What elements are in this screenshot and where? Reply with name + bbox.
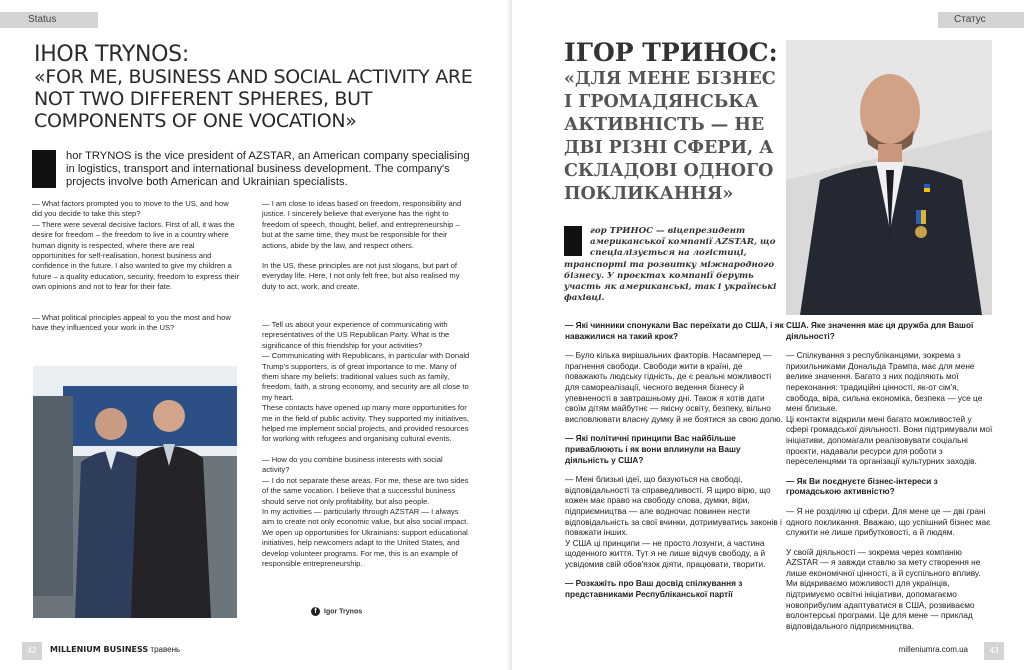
title-quote: «ДЛЯ МЕНЕ БІЗНЕС І ГРОМАДЯНСЬКА АКТИВНІСТЬ — НЕ ДВІ РІЗНІ СФЕРИ, А СКЛАДОВІ ОДНОГО ПОКЛИКАННЯ» [564,69,776,204]
question: США. Яке значення має ця дружба для Вашої діяльності? [786,320,974,341]
title-name: ІГОР ТРИНОС: [564,38,778,67]
answer: — Communicating with Republicans, in particular with Donald Trump's supporters, is of great importance to me. Many of them share my beliefs: traditional values such as family, freedom, faith, a strong economy, and security are all close to my heart. [262,351,470,402]
intro-text: гор ТРИНОС — віцепрезидент американської компанії AZSTAR, що спеціалізується на логістиці, транспорті та розвитку міжнародного бізнесу. У проєктах компанії беруть участь як американські, так і українські фахівці. [564,226,777,304]
answer: У США ці принципи — не просто лозунги, а частина щоденного життя. Тут я не лише відчув свободу, а й усвідомив свій обов'язок діяти, працювати, творити. [565,537,766,569]
right-page [512,0,1024,670]
section-tag: Статус [938,12,1024,28]
title-quote: «FOR ME, BUSINESS AND SOCIAL ACTIVITY ARE NOT TWO DIFFERENT SPHERES, BUT COMPONENTS OF ONE VOCATION» [34,66,473,132]
text-column-2-lower [262,320,470,569]
article-title-ua [564,38,779,206]
question: — Які чинники спонукали Вас переїхати до США, і як наважилися на такий крок? [565,320,784,341]
article-intro [564,226,782,304]
question: — Tell us about your experience of communicating with representatives of the US Republican Party. What is the significance of this friendship for your activities? [262,320,450,350]
website-url: milleniumra.com.ua [898,645,968,654]
signature [311,607,362,616]
section-tag: Status [0,12,98,28]
answer: These contacts have opened up many more opportunities for me in the field of public activity. They supported my initiatives, helped me implement social projects, and provided resources for working with refugees and organising cultural events. [262,403,469,444]
facebook-icon: f [311,607,320,616]
article-title-en [34,44,474,132]
page-number: 42 [22,642,42,660]
question: — Які політичні принципи Вас найбільше приваблюють і як вони вплинули на Вашу діяльність у США? [565,433,741,465]
title-name: IHOR TRYNOS: [34,42,189,67]
answer: — Спілкування з республіканцями, зокрема з прихильниками Дональда Трампа, має для мене велике значення. Багато з них поділяють мої переконання: традиційні цінності, як-от сім'я, свобода, віра, сильна економіка, безпека — усе це мені близьке. [786,350,983,414]
portrait-photo [786,40,992,315]
page-number: 43 [984,642,1004,660]
event-photo [33,366,237,618]
magazine-brand: MILLENIUM BUSINESS травень [50,645,181,654]
question: — How do you combine business interests with social activity? [262,454,443,475]
answer: — Було кілька вирішальних факторів. Насамперед — прагнення свободи. Свободи жити в країні, де поважають людську гідність, де є реальні можливості для самореалізації, чесного ведення бізнесу й упевненості в завтрашньому дні. Також я хотів дати своїм дітям майбутнє — якісну освіту, безпеку, вільно висловлювати власну думку й не боятися за свою долю. [565,350,783,424]
text-column-1 [32,199,240,333]
article-intro [32,150,472,189]
answer: In my activities — particularly through AZSTAR — I always aim to create not only economic value, but also social impact. We open up opportunities for Ukrainians: support educational initiatives, help newcomers adapt to the United States, and develop volunteer programs. For me, this is an example of responsible entrepreneurship. [262,506,469,568]
text-column-2 [262,199,470,292]
answer: У своїй діяльності — зокрема через компанію AZSTAR — я завжди ставлю за мету створення не лише економічної цінності, а й суспільного впливу. Ми відкриваємо можливості для українців, підтримуємо освітні ініціативи, допомагаємо новоприбулим адаптуватися в США, розвиваємо волонтерські програми. Це для мене — приклад відповідального підприємництва. [786,546,981,631]
signature-text: Igor Trynos [324,608,363,616]
question: — Як Ви поєднуєте бізнес-інтереси з громадською активністю? [786,475,938,497]
text-column-2 [786,320,994,631]
question: — What political principles appeal to you the most and how have they influenced your work in the US? [32,312,231,333]
answer: — There were several decisive factors. First of all, it was the desire for freedom – the freedom to live in a country where human dignity is respected, where there are real opportunities for self-realisation, honest business and confidence in the future. I also wanted to give my children a future – a quality education, security, freedom to express their own opinions and not to fear for their fate. [32,219,240,292]
question: — Розкажіть про Ваш досвід спілкування з представниками Республіканської партії [565,578,743,600]
text-column-1 [565,320,785,600]
page-footer [22,642,502,660]
question: — What factors prompted you to move to the US, and how did you decide to take this step? [32,199,229,219]
answer: In the US, these principles are not just slogans, but part of everyday life. Here, I not only felt free, but also realised my duty to act, work, and create. [262,261,460,291]
answer: — Мені близькі ідеї, що базуються на свободі, відповідальності та справедливості. Я щиро вірю, що кожен має право на свободу слова, думки, віри, підприємництва — але водночас повинен нести відповідальність за свої вчинки, дотримуватись законів і поважати інших. [565,474,782,538]
intro-text: hor TRYNOS is the vice president of AZSTAR, an American company specialising in logistics, transport and international business development. The company's projects involve both American and Ukrainian specialists. [66,150,470,188]
answer: Ці контакти відкрили мені багато можливостей у сфері громадської діяльності. Вони підтримували мої ініціативи, допомагали реалізовувати соціальні проєкти, надавали ресурси для роботи з переселенцями та організації культурних заходів. [786,413,993,467]
answer: — I do not separate these areas. For me, these are two sides of the same vocation. I believe that a successful business should serve not only profitability, but also people. [262,475,469,506]
dropcap-letter: I [32,150,56,188]
answer: — I am close to ideas based on freedom, responsibility and justice. I sincerely believe that everyone has the right to freedom of speech, thought, belief, and entrepreneurship – but at the same time, they must be responsible for their actions, abide by the law, and respect others. [262,199,462,250]
dropcap-letter: І [564,226,582,256]
page-footer [512,642,1004,660]
answer: — Я не розділяю ці сфери. Для мене це — дві грані одного покликання. Вважаю, що успішний бізнес має служити не лише прибутковості, а й людям. [786,505,991,538]
